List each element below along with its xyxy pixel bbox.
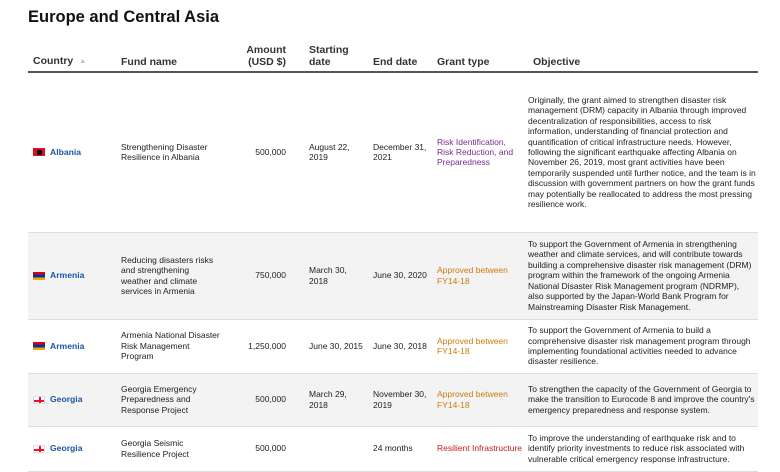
end-date-cell: June 30, 2020 bbox=[368, 232, 432, 319]
grant-type-cell: Approved between FY14-18 bbox=[432, 232, 528, 319]
country-cell bbox=[28, 319, 116, 373]
col-header-end-date[interactable]: End date bbox=[368, 40, 432, 72]
grant-type-cell: Risk Identification, Risk Reduction, and Preparedness bbox=[432, 72, 528, 232]
col-header-grant-type[interactable]: Grant type bbox=[432, 40, 528, 72]
fund-name-cell: Armenia National Disaster Risk Management Program bbox=[116, 319, 224, 373]
table-row bbox=[28, 232, 758, 319]
georgia-flag-icon bbox=[33, 445, 45, 453]
end-date-cell: December 31, 2021 bbox=[368, 72, 432, 232]
country-link-albania[interactable]: Albania bbox=[50, 147, 82, 158]
objective-cell: Originally, the grant aimed to strengthen disaster risk management (DRM) capacity in Albania through improved decentralization of responsibilities, access to risk information, understanding of financial protection and quantification of critical infrastructure needs. However, following the significant earthquake affecting Albania on November 26, 2019, most grant activities have been temporarily suspended until further notice, and the team is in discussion with government partners on how the grant funds may potentially be reallocated to address the most pressing resilience work. bbox=[528, 72, 758, 232]
table-row bbox=[28, 72, 758, 232]
armenia-flag-icon bbox=[33, 342, 45, 350]
table-header-row bbox=[28, 40, 758, 72]
objective-cell: To improve the understanding of earthquake risk and to identify priority investments to reduce risk associated with vulnerable critical emergency response infrastructure. bbox=[528, 426, 758, 471]
amount-cell: 500,000 bbox=[224, 72, 304, 232]
col-header-country-label: Country bbox=[33, 55, 74, 67]
end-date-cell: 24 months bbox=[368, 426, 432, 471]
objective-cell: To strengthen the capacity of the Government of Georgia to make the transition to Eurocode 8 and improve the country's emergency preparedness and response system. bbox=[528, 373, 758, 426]
col-header-fund-name[interactable]: Fund name bbox=[116, 40, 224, 72]
start-date-cell: August 22, 2019 bbox=[304, 72, 368, 232]
grant-type-cell: Resilient Infrastructure bbox=[432, 426, 528, 471]
albania-flag-icon bbox=[33, 148, 45, 156]
georgia-flag-icon bbox=[33, 396, 45, 404]
start-date-cell: March 30, 2018 bbox=[304, 232, 368, 319]
table-row bbox=[28, 373, 758, 426]
table-row bbox=[28, 319, 758, 373]
start-date-cell: June 30, 2015 bbox=[304, 319, 368, 373]
country-cell bbox=[28, 232, 116, 319]
country-link-georgia[interactable]: Georgia bbox=[50, 443, 83, 454]
country-link-armenia[interactable]: Armenia bbox=[50, 270, 85, 281]
col-header-objective[interactable]: Objective bbox=[528, 40, 758, 72]
table-row bbox=[28, 426, 758, 471]
fund-name-cell: Reducing disasters risks and strengthening weather and climate services in Armenia bbox=[116, 232, 224, 319]
start-date-cell bbox=[304, 426, 368, 471]
start-date-cell: March 29, 2018 bbox=[304, 373, 368, 426]
col-header-amount[interactable]: Amount (USD $) bbox=[224, 40, 304, 72]
country-link-armenia[interactable]: Armenia bbox=[50, 340, 85, 351]
sort-ascending-icon[interactable]: ▲ bbox=[79, 58, 87, 65]
amount-cell: 500,000 bbox=[224, 426, 304, 471]
armenia-flag-icon bbox=[33, 272, 45, 280]
amount-cell: 1,250,000 bbox=[224, 319, 304, 373]
col-header-starting-date[interactable]: Starting date bbox=[304, 40, 368, 72]
grant-type-cell: Approved between FY14-18 bbox=[432, 319, 528, 373]
objective-cell: To support the Government of Armenia to build a comprehensive disaster risk management program through implementing foundational activities needed to advance disaster resilience. bbox=[528, 319, 758, 373]
country-cell bbox=[28, 373, 116, 426]
amount-cell: 750,000 bbox=[224, 232, 304, 319]
end-date-cell: June 30, 2018 bbox=[368, 319, 432, 373]
amount-cell: 500,000 bbox=[224, 373, 304, 426]
grant-type-cell: Approved between FY14-18 bbox=[432, 373, 528, 426]
country-cell bbox=[28, 426, 116, 471]
fund-name-cell: Georgia Seismic Resilience Project bbox=[116, 426, 224, 471]
country-link-georgia[interactable]: Georgia bbox=[50, 394, 83, 405]
page-title: Europe and Central Asia bbox=[28, 8, 220, 26]
end-date-cell: November 30, 2019 bbox=[368, 373, 432, 426]
grants-table bbox=[28, 40, 758, 472]
country-cell bbox=[28, 72, 116, 232]
fund-name-cell: Georgia Emergency Preparedness and Response Project bbox=[116, 373, 224, 426]
fund-name-cell: Strengthening Disaster Resilience in Albania bbox=[116, 72, 224, 232]
col-header-country[interactable] bbox=[28, 40, 116, 72]
objective-cell: To support the Government of Armenia in strengthening weather and climate services, and will contribute towards building a comprehensive disaster risk management (DRM) program within the framework of the ongoing Armenia National Disaster Risk Management program (NDRMP), also supported by the Japan-World Bank Program for Mainstreaming Disaster Risk Management. bbox=[528, 232, 758, 319]
